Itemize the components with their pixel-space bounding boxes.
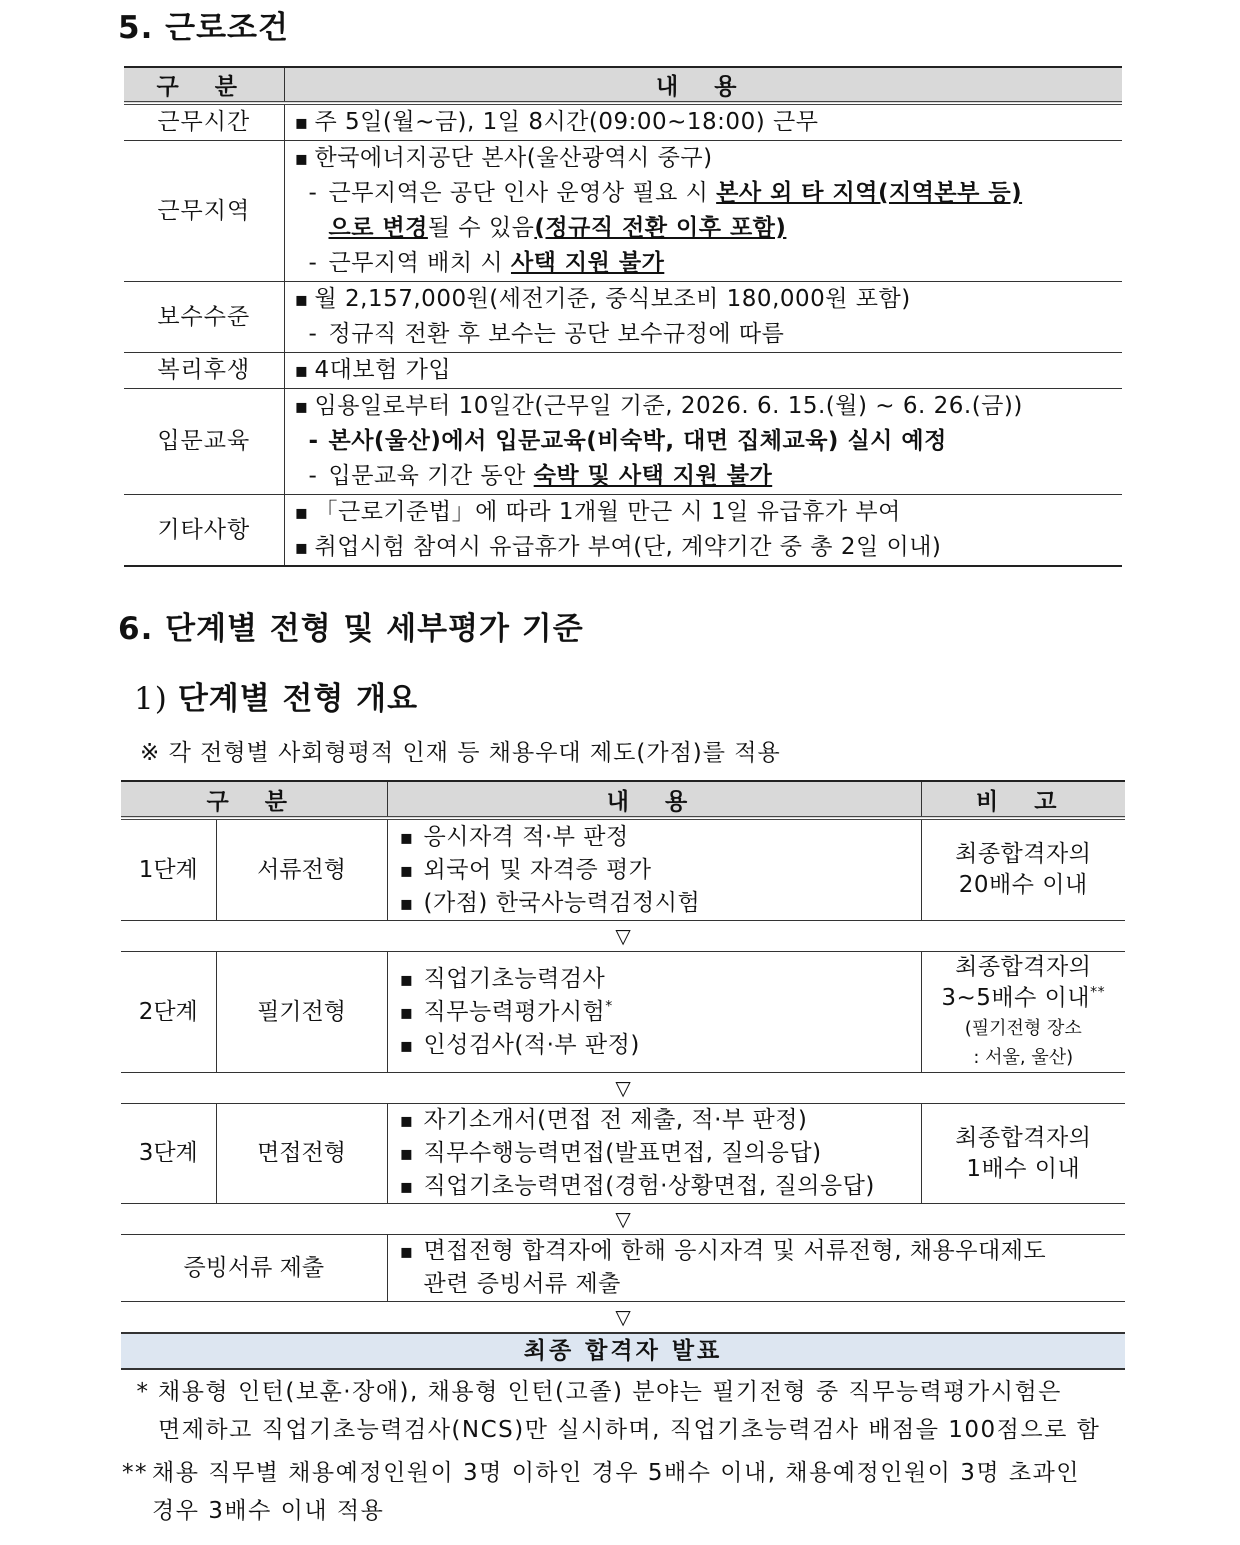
bullet-line: ▪ 취업시험 참여시 유급휴가 부여(단, 계약기간 중 총 2일 이내) (295, 530, 1123, 565)
remark-small: : 서울, 울산) (973, 1047, 1074, 1068)
footnote-line (128, 1373, 1100, 1411)
emphasis-text: 숙박 및 사택 지원 불가 (533, 463, 773, 489)
dash-line (295, 459, 1123, 494)
header-category: 구 분 (124, 67, 284, 103)
final-announcement: 최종 합격자 발표 (121, 1333, 1125, 1369)
row-content (284, 353, 1122, 389)
footnote-line: 경우 3배수 이내 적용 (152, 1498, 385, 1524)
bullet-line: ▪ 응시자격 적·부 판정 (400, 821, 921, 854)
row-category: 복리후생 (124, 353, 284, 389)
arrow-row (121, 1204, 1125, 1235)
table-row (124, 103, 1122, 141)
bullet-line: ▪ 월 2,157,000원(세전기준, 중식보조비 180,000원 포함) (295, 282, 1123, 317)
down-arrow-icon: ▽ (615, 924, 631, 948)
stage-step: 1단계 (121, 818, 216, 921)
bullet-line: ▪ 4대보험 가입 (295, 353, 1123, 388)
header-remarks: 비 고 (921, 781, 1125, 818)
arrow-row (121, 921, 1125, 952)
stage-row-1 (121, 818, 1125, 921)
down-arrow-icon: ▽ (615, 1076, 631, 1100)
table-row (124, 282, 1122, 353)
row-category: 근무시간 (124, 103, 284, 141)
bullet-line: ▪ 「근로기준법」에 따라 1개월 만근 시 1일 유급휴가 부여 (295, 495, 1123, 530)
footnote-2 (118, 1454, 1080, 1530)
bullet-line: ▪ 임용일로부터 10일간(근무일 기준, 2026. 6. 15.(월) ~ 6. 26.(금)) (295, 389, 1123, 424)
table-row (124, 141, 1122, 282)
header-category: 구 분 (121, 781, 387, 818)
table-row (124, 353, 1122, 389)
emphasis-text: 으로 변경 (328, 215, 428, 241)
stage-name: 면접전형 (216, 1104, 387, 1204)
stage-name: 필기전형 (216, 952, 387, 1073)
row-content (284, 282, 1122, 353)
header-content: 내 용 (284, 67, 1122, 103)
text: 될 수 있음 (427, 215, 535, 241)
footnote-1 (128, 1373, 1100, 1449)
stage-items (387, 1104, 921, 1204)
stage-items (387, 818, 921, 921)
section-5-title: 5. 근로조건 (118, 10, 289, 46)
bullet-line: ▪ 면접전형 합격자에 한해 응시자격 및 서류전형, 채용우대제도 (400, 1235, 1126, 1268)
text: 근무지역 배치 시 (328, 250, 511, 276)
bullet-line: ▪ 주 5일(월~금), 1일 8시간(09:00~18:00) 근무 (295, 105, 1123, 140)
table-header-row (121, 781, 1125, 818)
final-announcement-row (121, 1333, 1125, 1369)
continued-line (295, 211, 1123, 246)
documents-content (387, 1235, 1125, 1302)
bullet-line: ▪ 한국에너지공단 본사(울산광역시 중구) (295, 141, 1123, 176)
row-category: 근무지역 (124, 141, 284, 282)
bullet-line: ▪ 직업기초능력면접(경험·상황면접, 질의응답) (400, 1170, 921, 1203)
remark-line: 1배수 이내 (966, 1155, 1081, 1182)
table-row (124, 495, 1122, 567)
row-content (284, 103, 1122, 141)
subsection-number: 1) (134, 681, 168, 717)
table-header-row (124, 67, 1122, 103)
row-content (284, 495, 1122, 567)
remark-line: 20배수 이내 (958, 872, 1088, 898)
row-content (284, 141, 1122, 282)
continued-line: 관련 증빙서류 제출 (423, 1271, 621, 1297)
stage-step: 3단계 (121, 1104, 216, 1204)
text: 채용 직무별 채용예정인원이 3명 이하인 경우 5배수 이내, 채용예정인원이 3명 초과인 (152, 1460, 1081, 1486)
stage-remarks (921, 952, 1125, 1073)
selection-stages-table (121, 780, 1125, 1370)
text: 직무능력평가시험 (423, 998, 606, 1025)
arrow-row (121, 1073, 1125, 1104)
header-content: 내 용 (387, 781, 921, 818)
stage-remarks (921, 818, 1125, 921)
text: 3~5배수 이내 (941, 985, 1091, 1011)
subsection-title (134, 673, 418, 718)
emphasis-text: (정규직 전환 이후 포함) (534, 215, 787, 241)
footnote-mark: ** (122, 1460, 148, 1486)
dash-line: - 정규직 전환 후 보수는 공단 보수규정에 따름 (295, 317, 1123, 352)
dash-line (295, 176, 1123, 211)
footnote-line: 면제하고 직업기초능력검사(NCS)만 실시하며, 직업기초능력검사 배점을 100점으로 함 (158, 1417, 1101, 1443)
emphasis-text: 사택 지원 불가 (510, 250, 665, 276)
bullet-line (400, 996, 921, 1029)
stage-row-2 (121, 952, 1125, 1073)
footnote-mark: * (605, 997, 613, 1014)
bullet-line: ▪ 직업기초능력검사 (400, 963, 921, 996)
section-6-title: 6. 단계별 전형 및 세부평가 기준 (118, 611, 584, 647)
footnote-mark: * (136, 1379, 150, 1405)
bullet-line: ▪ (가점) 한국사능력검정시험 (400, 887, 921, 920)
stage-step: 2단계 (121, 952, 216, 1073)
emphasis-text: 본사 외 타 지역(지역본부 등) (716, 180, 1023, 206)
bullet-line: ▪ 직무수행능력면접(발표면접, 질의응답) (400, 1137, 921, 1170)
bullet-line: ▪ 자기소개서(면접 전 제출, 적·부 판정) (400, 1104, 921, 1137)
subsection-text: 단계별 전형 개요 (177, 681, 419, 717)
stage-remarks (921, 1104, 1125, 1204)
row-category: 입문교육 (124, 389, 284, 495)
row-category: 보수수준 (124, 282, 284, 353)
footnote-line (118, 1454, 1080, 1492)
remark-small: (필기전형 장소 (964, 1018, 1082, 1039)
text: 입문교육 기간 동안 (328, 463, 534, 489)
documents-row (121, 1235, 1125, 1302)
down-arrow-icon: ▽ (615, 1305, 631, 1329)
text: 채용형 인턴(보훈·장애), 채용형 인턴(고졸) 분야는 필기전형 중 직무능력평가시험은 (158, 1379, 1062, 1405)
remark-line: 최종합격자의 (955, 1124, 1092, 1151)
arrow-row (121, 1302, 1125, 1334)
footnote-mark: ** (1090, 984, 1106, 1001)
remark-line: 최종합격자의 (955, 954, 1092, 980)
working-conditions-table (124, 66, 1122, 567)
stage-name: 서류전형 (216, 818, 387, 921)
bullet-line: ▪ 외국어 및 자격증 평가 (400, 854, 921, 887)
dash-line (295, 246, 1123, 281)
preference-note: ※ 각 전형별 사회형평적 인재 등 채용우대 제도(가점)를 적용 (140, 740, 781, 766)
down-arrow-icon: ▽ (615, 1207, 631, 1231)
text: 근무지역은 공단 인사 운영상 필요 시 (328, 180, 717, 206)
remark-line: 최종합격자의 (955, 841, 1092, 867)
table-row (124, 389, 1122, 495)
stage-row-3 (121, 1104, 1125, 1204)
row-category: 기타사항 (124, 495, 284, 567)
documents-name: 증빙서류 제출 (121, 1235, 387, 1302)
bullet-line: ▪ 인성검사(적·부 판정) (400, 1029, 921, 1062)
remark-line (922, 983, 1126, 1014)
dash-line: - 본사(울산)에서 입문교육(비숙박, 대면 집체교육) 실시 예정 (295, 424, 1123, 459)
row-content (284, 389, 1122, 495)
stage-items (387, 952, 921, 1073)
